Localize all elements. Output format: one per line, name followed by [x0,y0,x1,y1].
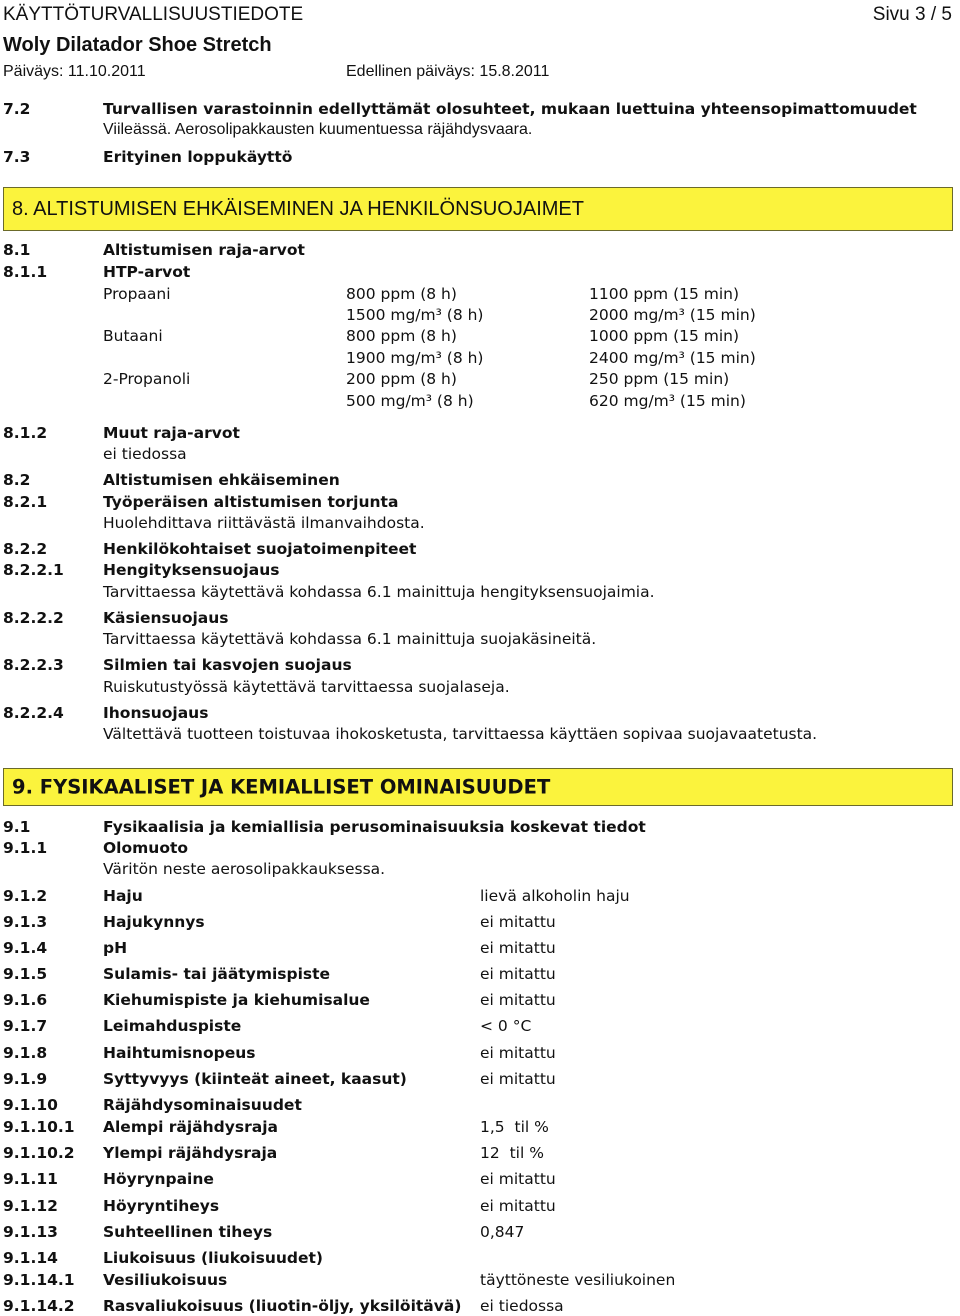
limit-value: 1100 ppm (15 min) [589,285,740,303]
limit-value: 620 mg/m³ (15 min) [589,392,746,410]
limit-substance: 2-Propanoli [103,370,191,388]
section-title: Hengityksensuojaus [103,561,280,579]
property-number: 9.1.11 [3,1170,58,1188]
section-number: 8.2 [3,471,31,489]
property-label: Höyrynpaine [103,1170,214,1188]
document-type-title: KÄYTTÖTURVALLISUUSTIEDOTE [3,4,304,25]
property-label: Rasvaliukoisuus (liuotin-öljy, yksilöitävä) [103,1297,462,1315]
property-label: Suhteellinen tiheys [103,1223,273,1241]
property-value: ei mitattu [480,1197,556,1215]
property-value: ei tiedossa [480,1297,564,1315]
property-number: 9.1.3 [3,913,48,931]
property-label: Alempi räjähdysraja [103,1118,278,1136]
limit-value: 1900 mg/m³ (8 h) [346,349,484,367]
property-number: 9.1.9 [3,1070,48,1088]
limit-value: 500 mg/m³ (8 h) [346,392,474,410]
previous-revision-date: Edellinen päiväys: 15.8.2011 [346,63,550,80]
limit-value: 2000 mg/m³ (15 min) [589,306,756,324]
property-number: 9.1.5 [3,965,48,983]
property-label: Haihtumisnopeus [103,1044,256,1062]
section-title: Erityinen loppukäyttö [103,148,293,166]
section-number: 8.2.2.4 [3,704,64,722]
section-heading-box [3,768,953,806]
limit-value: 200 ppm (8 h) [346,370,457,388]
section-text: Väritön neste aerosolipakkauksessa. [103,860,386,878]
section-number: 8.1 [3,241,31,259]
limit-value: 800 ppm (8 h) [346,327,457,345]
property-number: 9.1.10 [3,1096,58,1114]
section-title: Olomuoto [103,839,189,857]
revision-date: Päiväys: 11.10.2011 [3,63,146,80]
limit-value: 1500 mg/m³ (8 h) [346,306,484,324]
section-title: Altistumisen ehkäiseminen [103,471,340,489]
property-number: 9.1.14 [3,1249,58,1267]
limit-substance: Butaani [103,327,163,345]
property-number: 9.1.10.1 [3,1118,75,1136]
section-number: 8.2.2.2 [3,609,64,627]
section-text: Tarvittaessa käytettävä kohdassa 6.1 mainittuja hengityksensuojaimia. [103,583,655,601]
property-label: Hajukynnys [103,913,205,931]
section-number: 9.1 [3,818,31,836]
property-number: 9.1.10.2 [3,1144,75,1162]
section-text: Ruiskutustyössä käytettävä tarvittaessa suojalaseja. [103,678,510,696]
section-text: Tarvittaessa käytettävä kohdassa 6.1 mainittuja suojakäsineitä. [103,630,597,648]
section-title: Altistumisen raja-arvot [103,241,305,259]
property-label: pH [103,939,128,957]
section-title: Fysikaalisia ja kemiallisia perusominaisuuksia koskevat tiedot [103,818,646,836]
section-title: Muut raja-arvot [103,424,240,442]
property-label: Sulamis- tai jäätymispiste [103,965,331,983]
section-text: Vältettävä tuotteen toistuvaa ihokosketusta, tarvittaessa käyttäen sopivaa suojavaatetusta. [103,725,818,743]
section-number: 7.2 [3,100,31,118]
product-name: Woly Dilatador Shoe Stretch [3,34,272,56]
property-label: Leimahduspiste [103,1017,242,1035]
section-heading: 8. ALTISTUMISEN EHKÄISEMINEN JA HENKILÖNSUOJAIMET [12,198,584,220]
property-value: 0,847 [480,1223,525,1241]
property-label: Haju [103,887,143,905]
section-title: HTP-arvot [103,263,191,281]
property-value: 12 til % [480,1144,544,1162]
section-text: Huolehdittava riittävästä ilmanvaihdosta. [103,514,425,532]
property-number: 9.1.7 [3,1017,48,1035]
property-value: täyttöneste vesiliukoinen [480,1271,676,1289]
property-value: ei mitattu [480,1170,556,1188]
property-number: 9.1.14.2 [3,1297,75,1315]
section-number: 8.1.1 [3,263,48,281]
section-number: 8.2.1 [3,493,48,511]
property-number: 9.1.4 [3,939,48,957]
section-number: 8.2.2 [3,540,48,558]
section-heading: 9. FYSIKAALISET JA KEMIALLISET OMINAISUUDET [12,775,551,799]
property-label: Kiehumispiste ja kiehumisalue [103,991,370,1009]
property-value: ei mitattu [480,1070,556,1088]
section-number: 8.1.2 [3,424,48,442]
section-number: 8.2.2.1 [3,561,64,579]
property-value: ei mitattu [480,991,556,1009]
section-title: Turvallisen varastoinnin edellyttämät olosuhteet, mukaan luettuina yhteensopimattomuudet [103,100,917,118]
property-number: 9.1.8 [3,1044,48,1062]
property-value: 1,5 til % [480,1118,549,1136]
limit-value: 2400 mg/m³ (15 min) [589,349,756,367]
property-number: 9.1.14.1 [3,1271,75,1289]
section-number: 8.2.2.3 [3,656,64,674]
section-text: Viileässä. Aerosolipakkausten kuumentuessa räjähdysvaara. [103,121,533,138]
section-title: Henkilökohtaiset suojatoimenpiteet [103,540,417,558]
property-label: Vesiliukoisuus [103,1271,228,1289]
property-label: Höyryntiheys [103,1197,220,1215]
limit-value: 1000 ppm (15 min) [589,327,740,345]
limit-substance: Propaani [103,285,171,303]
property-value: ei mitattu [480,913,556,931]
property-value: ei mitattu [480,939,556,957]
property-value: lievä alkoholin haju [480,887,630,905]
property-number: 9.1.6 [3,991,48,1009]
section-title: Työperäisen altistumisen torjunta [103,493,399,511]
section-text: ei tiedossa [103,445,187,463]
property-label: Räjähdysominaisuudet [103,1096,302,1114]
limit-value: 800 ppm (8 h) [346,285,457,303]
section-title: Silmien tai kasvojen suojaus [103,656,352,674]
property-number: 9.1.2 [3,887,48,905]
property-number: 9.1.13 [3,1223,58,1241]
property-value: ei mitattu [480,1044,556,1062]
limit-value: 250 ppm (15 min) [589,370,730,388]
section-number: 9.1.1 [3,839,48,857]
property-label: Ylempi räjähdysraja [103,1144,278,1162]
section-number: 7.3 [3,148,31,166]
property-value: ei mitattu [480,965,556,983]
property-label: Liukoisuus (liukoisuudet) [103,1249,323,1267]
property-value: < 0 °C [480,1017,532,1035]
property-label: Syttyvyys (kiinteät aineet, kaasut) [103,1070,407,1088]
property-number: 9.1.12 [3,1197,58,1215]
page-number: Sivu 3 / 5 [872,4,952,25]
section-title: Käsiensuojaus [103,609,229,627]
section-title: Ihonsuojaus [103,704,209,722]
section-heading-box [3,187,953,231]
